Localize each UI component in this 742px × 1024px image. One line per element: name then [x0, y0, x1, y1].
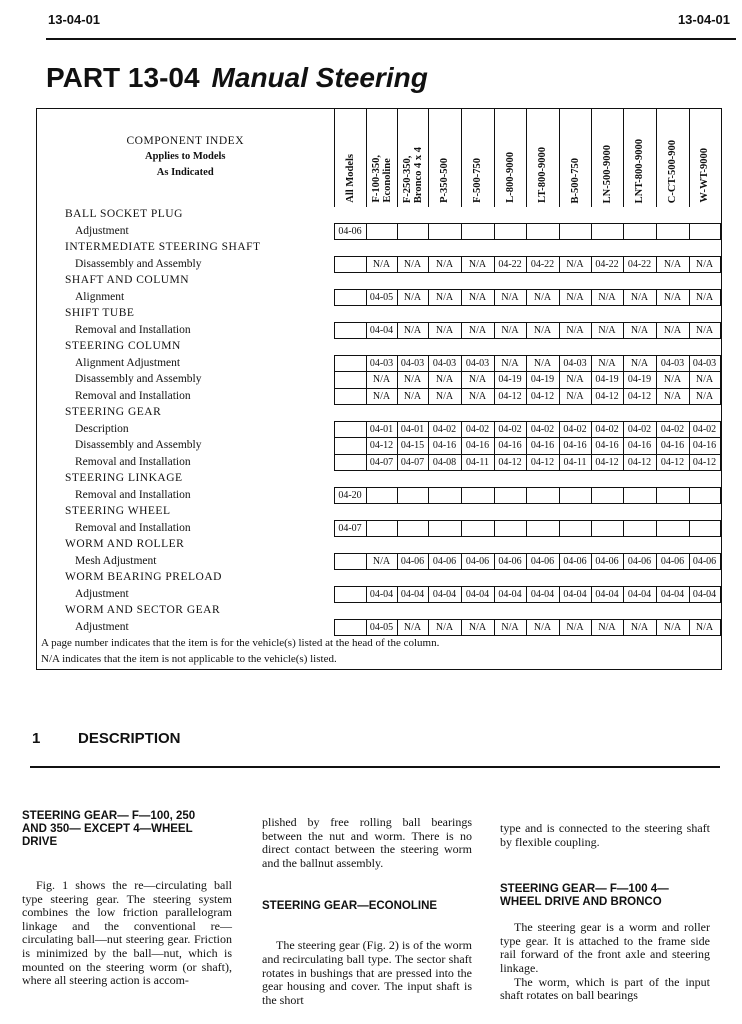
group-spacer: [334, 207, 720, 223]
model-name: L-800-9000: [504, 152, 516, 203]
paragraph-flexible-coupling: type and is connected to the steering shaft by flexible coupling.: [500, 821, 710, 849]
table-cell: [334, 322, 366, 339]
item-label: Alignment: [75, 290, 125, 303]
table-cell: N/A: [689, 289, 720, 306]
table-cell: N/A: [428, 256, 461, 273]
model-column-header: [526, 109, 559, 207]
table-cell: 04-12: [494, 388, 526, 405]
group-title: STEERING WHEEL: [65, 505, 171, 517]
table-cell: N/A: [656, 289, 689, 306]
group-title: WORM BEARING PRELOAD: [65, 571, 222, 583]
group-row: [37, 603, 720, 620]
model-column-header: [397, 109, 428, 207]
table-cell: [559, 487, 591, 504]
table-cell: 04-12: [494, 454, 526, 471]
table-cell: 04-02: [689, 421, 720, 438]
table-cell: 04-04: [494, 586, 526, 603]
table-cell: N/A: [623, 619, 656, 636]
table-cell: N/A: [559, 289, 591, 306]
table-row: [37, 487, 720, 504]
model-name: LNT-800-9000: [634, 138, 645, 203]
table-cell: N/A: [689, 322, 720, 339]
table-cell: 04-16: [656, 438, 689, 455]
table-cell: 04-06: [397, 553, 428, 570]
table-cell: 04-03: [559, 355, 591, 372]
part-number: PART 13-04: [46, 62, 200, 93]
model-name: W-WT-9000: [699, 148, 711, 203]
part-name: Manual Steering: [211, 62, 428, 93]
item-label: Disassembly and Assembly: [75, 257, 202, 270]
group-title: INTERMEDIATE STEERING SHAFT: [65, 241, 261, 253]
table-cell: [559, 520, 591, 537]
table-cell: N/A: [656, 372, 689, 389]
table-cell: 04-06: [494, 553, 526, 570]
table-cell: [428, 520, 461, 537]
model-column-header: [559, 109, 591, 207]
group-title: BALL SOCKET PLUG: [65, 208, 183, 221]
group-row: [37, 273, 720, 290]
table-cell: 04-06: [334, 223, 366, 240]
table-cell: 04-06: [428, 553, 461, 570]
table-cell: [591, 487, 623, 504]
table-cell: 04-03: [656, 355, 689, 372]
table-cell: 04-01: [397, 421, 428, 438]
table-cell: [461, 487, 494, 504]
table-row: [37, 438, 720, 455]
table-row: [37, 322, 720, 339]
group-title: SHAFT AND COLUMN: [65, 274, 190, 286]
table-cell: N/A: [689, 619, 720, 636]
table-cell: N/A: [428, 289, 461, 306]
table-row: [37, 289, 720, 306]
table-cell: 04-16: [591, 438, 623, 455]
group-title: WORM AND ROLLER: [65, 538, 185, 550]
group-title: SHIFT TUBE: [65, 307, 135, 319]
model-name: F-100-350, Econoline: [370, 155, 393, 203]
table-cell: [623, 223, 656, 240]
table-cell: N/A: [689, 388, 720, 405]
table-cell: 04-02: [623, 421, 656, 438]
table-cell: N/A: [623, 289, 656, 306]
model-name: C-CT-500-900: [667, 139, 678, 203]
table-cell: [461, 223, 494, 240]
table-cell: [689, 487, 720, 504]
table-cell: N/A: [526, 355, 559, 372]
table-cell: 04-19: [526, 372, 559, 389]
table-cell: [334, 586, 366, 603]
table-row: [37, 586, 720, 603]
table-cell: N/A: [461, 388, 494, 405]
table-cell: [428, 487, 461, 504]
table-cell: N/A: [428, 322, 461, 339]
table-cell: N/A: [366, 372, 397, 389]
table-cell: 04-05: [366, 289, 397, 306]
table-cell: N/A: [366, 256, 397, 273]
table-cell: 04-16: [623, 438, 656, 455]
table-cell: [428, 223, 461, 240]
table-cell: N/A: [591, 322, 623, 339]
table-cell: [623, 520, 656, 537]
group-spacer: [334, 405, 720, 422]
table-cell: [334, 289, 366, 306]
group-row: [37, 570, 720, 587]
item-label: Adjustment: [75, 620, 129, 633]
page-title: [46, 62, 428, 94]
section-title: DESCRIPTION: [78, 730, 181, 747]
heading-steering-gear-f100: STEERING GEAR— F—100, 250 AND 350— EXCEPT 4—WHEEL DRIVE: [22, 810, 196, 848]
table-row: [37, 355, 720, 372]
table-cell: 04-11: [559, 454, 591, 471]
table-cell: N/A: [366, 553, 397, 570]
table-cell: 04-12: [591, 388, 623, 405]
table-cell: 04-04: [623, 586, 656, 603]
table-cell: 04-04: [559, 586, 591, 603]
table-cell: 04-04: [461, 586, 494, 603]
group-spacer: [334, 273, 720, 290]
table-cell: [334, 388, 366, 405]
table-cell: [494, 223, 526, 240]
table-cell: N/A: [461, 619, 494, 636]
model-name: F-250-350, Bronco 4 x 4: [401, 146, 424, 203]
table-cell: 04-19: [591, 372, 623, 389]
table-cell: N/A: [397, 372, 428, 389]
footnote-na: N/A indicates that the item is not applicable to the vehicle(s) listed.: [41, 653, 337, 665]
table-cell: [623, 487, 656, 504]
model-column-header: [428, 109, 461, 207]
table-row: [37, 256, 720, 273]
group-spacer: [334, 504, 720, 521]
table-cell: N/A: [428, 372, 461, 389]
component-index-subheading-1: Applies to Models: [144, 151, 226, 162]
table-cell: N/A: [397, 289, 428, 306]
table-cell: 04-19: [623, 372, 656, 389]
table-cell: 04-06: [689, 553, 720, 570]
group-title: WORM AND SECTOR GEAR: [65, 604, 221, 616]
table-cell: 04-04: [591, 586, 623, 603]
group-spacer: [334, 306, 720, 323]
table-cell: [689, 223, 720, 240]
table-cell: N/A: [428, 388, 461, 405]
model-column-header: [494, 109, 526, 207]
table-cell: N/A: [559, 388, 591, 405]
table-cell: 04-22: [526, 256, 559, 273]
group-spacer: [334, 471, 720, 488]
table-cell: N/A: [591, 289, 623, 306]
table-cell: 04-12: [591, 454, 623, 471]
table-cell: 04-03: [689, 355, 720, 372]
table-cell: [591, 520, 623, 537]
model-column-header: [656, 109, 689, 207]
item-label: Removal and Installation: [75, 389, 191, 402]
table-cell: 04-02: [559, 421, 591, 438]
model-column-header: [591, 109, 623, 207]
table-cell: 04-07: [397, 454, 428, 471]
item-label: Description: [75, 422, 129, 435]
table-cell: 04-03: [461, 355, 494, 372]
table-cell: 04-04: [366, 586, 397, 603]
heading-steering-gear-econoline: STEERING GEAR—ECONOLINE: [262, 900, 438, 913]
column-1: [22, 810, 232, 988]
table-cell: [494, 520, 526, 537]
table-cell: N/A: [526, 322, 559, 339]
item-label: Removal and Installation: [75, 323, 191, 336]
group-row: [37, 471, 720, 488]
table-cell: 04-03: [397, 355, 428, 372]
group-title: STEERING COLUMN: [65, 340, 181, 352]
component-index-header: [37, 109, 334, 207]
table-cell: N/A: [559, 322, 591, 339]
table-cell: N/A: [494, 355, 526, 372]
table-cell: N/A: [689, 372, 720, 389]
table-cell: [689, 520, 720, 537]
table-cell: 04-12: [526, 388, 559, 405]
component-index-box: [36, 108, 722, 670]
model-name: P-350-500: [439, 158, 450, 203]
table-cell: 04-04: [526, 586, 559, 603]
table-cell: [334, 421, 366, 438]
table-cell: 04-06: [461, 553, 494, 570]
item-label: Adjustment: [75, 224, 129, 237]
group-spacer: [334, 339, 720, 356]
table-cell: N/A: [559, 372, 591, 389]
group-row: [37, 504, 720, 521]
table-cell: 04-01: [366, 421, 397, 438]
table-cell: N/A: [461, 372, 494, 389]
table-cell: 04-03: [366, 355, 397, 372]
table-cell: 04-16: [689, 438, 720, 455]
component-index-table: [37, 109, 721, 636]
table-cell: 04-02: [526, 421, 559, 438]
group-row: [37, 207, 720, 223]
paragraph-econoline-gear: The steering gear (Fig. 2) is of the worm and recirculating ball type. The sector shaft rotates in bushings that are pressed into the gear housing and cover. The input shaft is the short: [262, 938, 472, 1007]
table-cell: N/A: [689, 256, 720, 273]
table-cell: [591, 223, 623, 240]
table-cell: 04-07: [334, 520, 366, 537]
table-cell: 04-12: [656, 454, 689, 471]
table-cell: 04-06: [656, 553, 689, 570]
item-label: Disassembly and Assembly: [75, 439, 202, 451]
table-cell: 04-16: [526, 438, 559, 455]
table-cell: [656, 487, 689, 504]
table-cell: [461, 520, 494, 537]
table-row: [37, 520, 720, 537]
table-cell: [397, 520, 428, 537]
table-cell: N/A: [656, 619, 689, 636]
table-cell: N/A: [526, 289, 559, 306]
page-code-right: 13-04-01: [677, 12, 730, 27]
table-cell: 04-12: [623, 454, 656, 471]
table-cell: [656, 223, 689, 240]
table-cell: 04-02: [428, 421, 461, 438]
table-cell: 04-22: [623, 256, 656, 273]
table-cell: 04-16: [461, 438, 494, 455]
item-label: Disassembly and Assembly: [75, 373, 202, 385]
header-rule: [46, 38, 736, 40]
table-cell: 04-07: [366, 454, 397, 471]
group-spacer: [334, 240, 720, 257]
table-cell: N/A: [461, 289, 494, 306]
table-cell: [366, 487, 397, 504]
table-cell: [656, 520, 689, 537]
table-row: [37, 223, 720, 240]
item-label: Mesh Adjustment: [75, 554, 157, 567]
table-cell: [526, 487, 559, 504]
table-cell: 04-12: [366, 438, 397, 455]
table-cell: N/A: [656, 388, 689, 405]
table-row: [37, 372, 720, 389]
table-cell: 04-12: [623, 388, 656, 405]
table-cell: [526, 223, 559, 240]
table-cell: 04-04: [689, 586, 720, 603]
heading-steering-gear-4wd: STEERING GEAR— F—100 4—WHEEL DRIVE AND BRONCO: [500, 883, 669, 909]
table-cell: N/A: [526, 619, 559, 636]
model-column-header: [623, 109, 656, 207]
table-cell: N/A: [494, 619, 526, 636]
model-name: B-500-750: [569, 157, 581, 203]
table-cell: 04-04: [366, 322, 397, 339]
table-cell: [334, 372, 366, 389]
table-cell: N/A: [397, 256, 428, 273]
table-cell: N/A: [397, 619, 428, 636]
table-cell: 04-06: [623, 553, 656, 570]
model-name: All Models: [344, 154, 356, 203]
group-row: [37, 339, 720, 356]
table-cell: N/A: [494, 289, 526, 306]
group-spacer: [334, 603, 720, 620]
table-cell: N/A: [656, 322, 689, 339]
model-column-header: [334, 109, 366, 207]
table-cell: 04-02: [461, 421, 494, 438]
model-name: LN-500-9000: [601, 144, 613, 203]
group-row: [37, 537, 720, 554]
table-cell: N/A: [559, 256, 591, 273]
table-cell: 04-04: [397, 586, 428, 603]
table-cell: 04-03: [428, 355, 461, 372]
table-cell: N/A: [559, 619, 591, 636]
paragraph-recirculating-ball: Fig. 1 shows the re—circulating ball type steering gear. The steering system combines the low friction parallelogram linkage and the conventional re—circulating ball—nut steering gear. Friction is minimized by the ball—nut, which is mounted on the steering worm (or shaft), where all steering action is accom-: [22, 878, 232, 988]
table-cell: 04-12: [689, 454, 720, 471]
table-cell: 04-16: [494, 438, 526, 455]
table-cell: 04-22: [591, 256, 623, 273]
paragraph-ball-bearings: plished by free rolling ball bearings between the nut and worm. There is no direct contact between the steering worm and the ballnut assembly.: [262, 815, 472, 870]
paragraph-input-shaft: The worm, which is part of the input shaft rotates on ball bearings: [500, 974, 710, 1003]
table-cell: N/A: [591, 355, 623, 372]
table-row: [37, 553, 720, 570]
table-cell: 04-08: [428, 454, 461, 471]
table-cell: 04-05: [366, 619, 397, 636]
table-cell: [397, 487, 428, 504]
item-label: Removal and Installation: [75, 488, 191, 501]
group-row: [37, 240, 720, 257]
section-number: 1: [32, 730, 41, 747]
table-cell: N/A: [366, 388, 397, 405]
table-cell: 04-06: [526, 553, 559, 570]
table-cell: N/A: [623, 322, 656, 339]
group-title: STEERING GEAR: [65, 406, 162, 418]
group-row: [37, 405, 720, 422]
table-cell: N/A: [397, 388, 428, 405]
table-cell: [366, 223, 397, 240]
model-column-header: [689, 109, 720, 207]
table-cell: [334, 553, 366, 570]
table-cell: [526, 520, 559, 537]
table-cell: 04-15: [397, 438, 428, 455]
table-cell: 04-22: [494, 256, 526, 273]
table-row: [37, 388, 720, 405]
table-row: [37, 421, 720, 438]
table-cell: [334, 619, 366, 636]
model-name: F-500-750: [472, 158, 483, 203]
table-cell: 04-02: [656, 421, 689, 438]
table-cell: N/A: [461, 322, 494, 339]
table-cell: [366, 520, 397, 537]
table-cell: 04-02: [494, 421, 526, 438]
table-row: [37, 619, 720, 636]
table-cell: [334, 355, 366, 372]
table-cell: N/A: [461, 256, 494, 273]
table-cell: 04-16: [559, 438, 591, 455]
item-label: Alignment Adjustment: [75, 356, 181, 369]
table-cell: [334, 454, 366, 471]
model-name: LT-800-9000: [537, 147, 548, 203]
table-cell: [559, 223, 591, 240]
table-cell: [334, 438, 366, 455]
table-cell: 04-06: [591, 553, 623, 570]
column-3: [500, 822, 710, 1003]
table-cell: [334, 256, 366, 273]
table-cell: N/A: [656, 256, 689, 273]
model-column-header: [461, 109, 494, 207]
item-label: Removal and Installation: [75, 455, 191, 468]
table-cell: 04-16: [428, 438, 461, 455]
table-cell: 04-04: [428, 586, 461, 603]
table-cell: N/A: [428, 619, 461, 636]
table-cell: 04-02: [591, 421, 623, 438]
column-2: [262, 816, 472, 1007]
table-row: [37, 454, 720, 471]
table-cell: N/A: [494, 322, 526, 339]
table-cell: [494, 487, 526, 504]
model-column-header: [366, 109, 397, 207]
table-cell: N/A: [591, 619, 623, 636]
group-row: [37, 306, 720, 323]
table-cell: N/A: [397, 322, 428, 339]
component-index-heading: COMPONENT INDEX: [126, 135, 244, 147]
group-title: STEERING LINKAGE: [65, 472, 183, 484]
table-cell: N/A: [623, 355, 656, 372]
page-code-left: 13-04-01: [48, 12, 101, 27]
table-cell: 04-06: [559, 553, 591, 570]
table-cell: 04-20: [334, 487, 366, 504]
table-cell: [397, 223, 428, 240]
table-cell: 04-04: [656, 586, 689, 603]
item-label: Adjustment: [75, 587, 129, 600]
section-rule: [30, 766, 720, 768]
table-cell: 04-12: [526, 454, 559, 471]
group-spacer: [334, 537, 720, 554]
group-spacer: [334, 570, 720, 587]
table-cell: 04-19: [494, 372, 526, 389]
component-index-subheading-2: As Indicated: [156, 167, 214, 178]
paragraph-worm-roller: The steering gear is a worm and roller type gear. It is attached to the frame side rail forward of the front axle and steering linkage.: [500, 920, 710, 975]
table-cell: 04-11: [461, 454, 494, 471]
item-label: Removal and Installation: [75, 521, 191, 534]
footnote-page-number: A page number indicates that the item is for the vehicle(s) listed at the head of the column.: [41, 637, 440, 649]
